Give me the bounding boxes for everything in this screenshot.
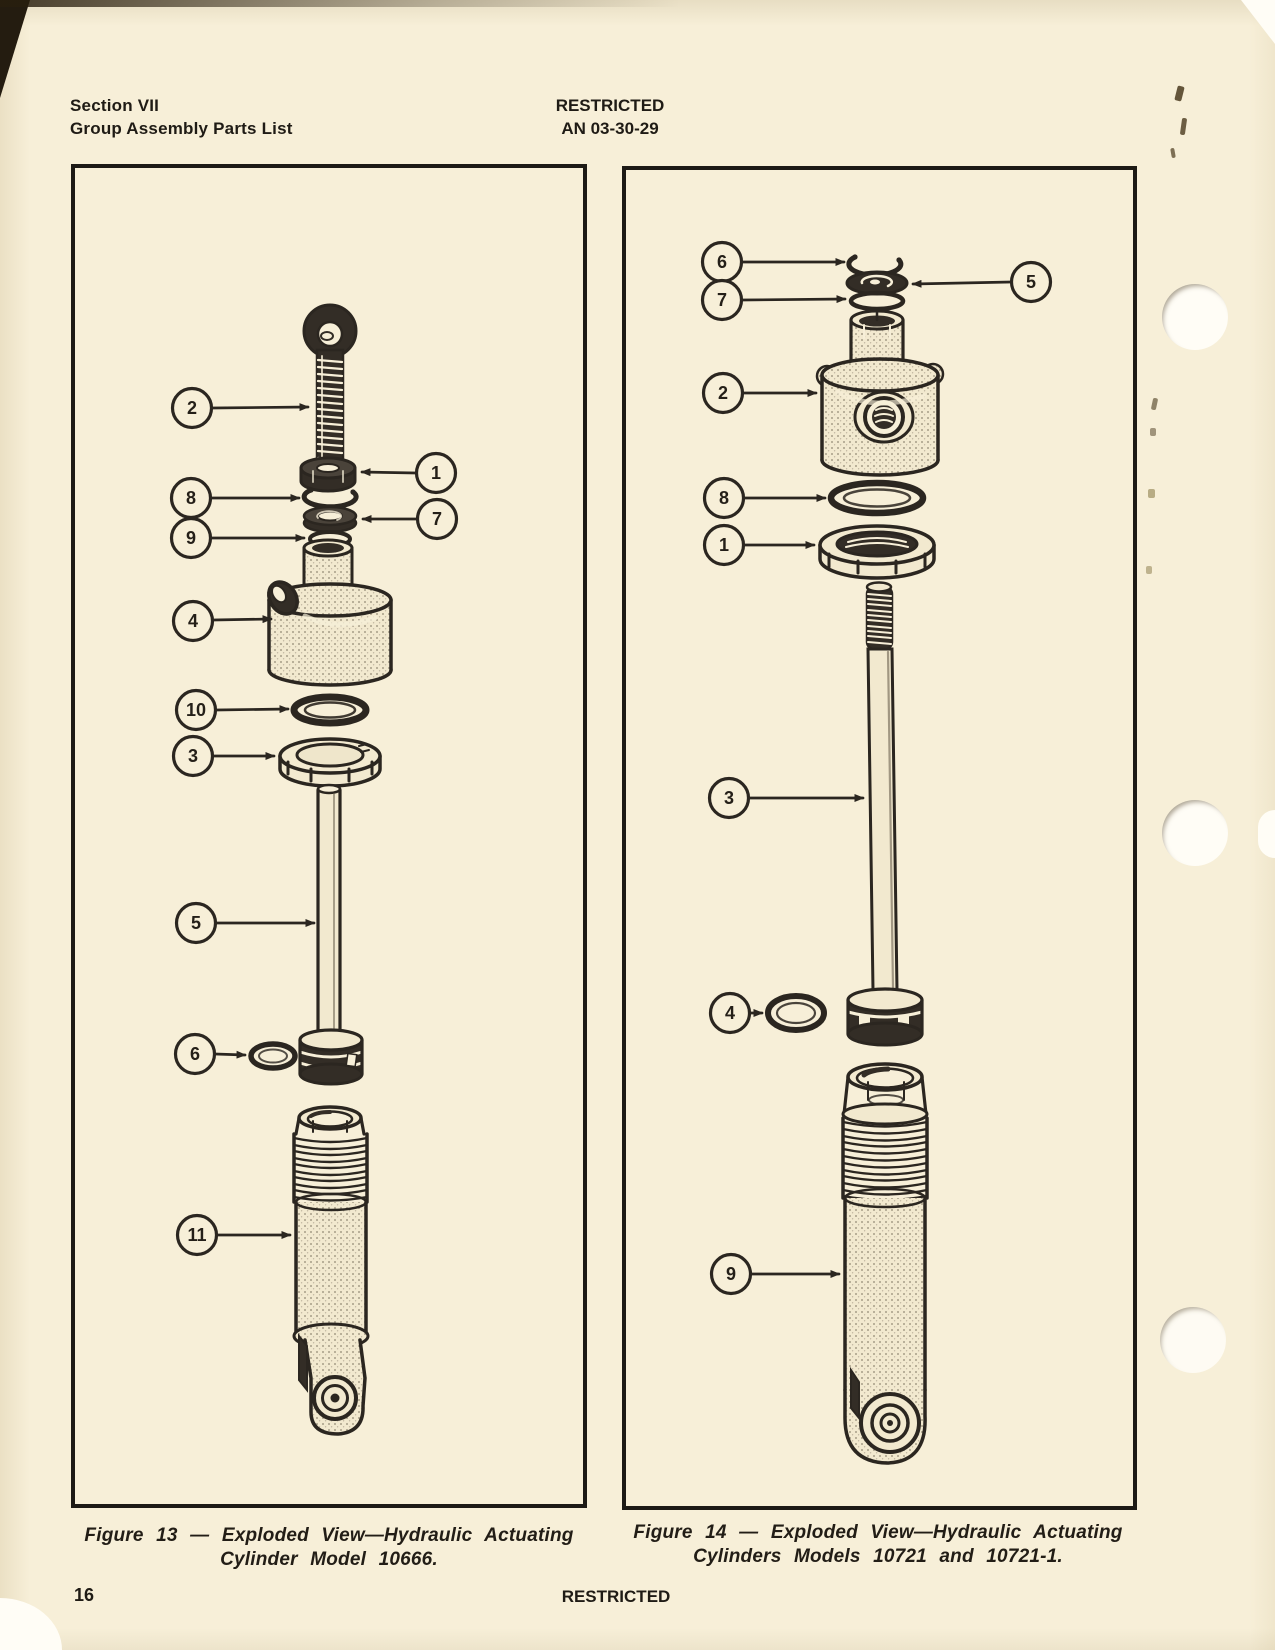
callout-5 [177,904,315,943]
page-corner-top-right [1241,0,1275,44]
svg-text:6: 6 [189,1044,201,1064]
svg-text:7: 7 [431,509,443,529]
figure-13-caption-line1: Figure 13 — Exploded View—Hydraulic Actuating [84,1525,574,1546]
part-o-ring-small [251,1044,295,1068]
part-lock-nut [280,739,380,786]
figure-14-frame [622,166,1137,1510]
page-corner-bottom-left [0,1598,62,1650]
classification-header: RESTRICTED [555,96,665,115]
svg-text:8: 8 [185,488,197,508]
callout-1 [705,526,815,565]
callout-6 [176,1035,246,1074]
svg-text:10: 10 [185,700,207,720]
callout-5 [913,263,1051,302]
part-piston-rod [848,583,922,1046]
punch-hole-bottom [1160,1307,1226,1373]
part-cylinder-body [843,1064,927,1463]
ink-mark [1150,428,1156,436]
section-subtitle: Group Assembly Parts List [70,119,293,138]
callout-8 [705,479,826,518]
part-o-ring-large [294,697,366,723]
callout-10 [177,691,289,730]
header-left [70,94,293,140]
svg-text:9: 9 [725,1264,737,1284]
ink-mark [1146,566,1152,574]
page-number: 16 [74,1585,95,1605]
svg-text:1: 1 [430,463,442,483]
svg-text:2: 2 [717,383,729,403]
figure-13-caption-line2: Cylinder Model 10666. [220,1549,438,1570]
figure-13-caption [79,1524,579,1572]
figure-14-drawing [626,170,1133,1506]
section-title: Section VII [70,96,160,115]
svg-text:7: 7 [716,290,728,310]
callout-6 [703,243,845,282]
svg-text:3: 3 [187,746,199,766]
ink-mark [1148,489,1155,498]
part-o-ring [831,483,923,513]
part-cylinder-head [817,311,943,475]
callout-8 [172,479,300,518]
callout-7 [703,281,846,320]
callout-3 [174,737,275,776]
callout-3 [710,779,864,818]
part-eye-bolt [304,305,356,474]
header-center [480,94,740,140]
part-piston-rod [300,785,362,1084]
ink-mark [1151,398,1158,411]
svg-text:5: 5 [1025,272,1037,292]
svg-text:5: 5 [190,913,202,933]
figure-13-frame [71,164,587,1508]
ink-mark [1174,85,1184,101]
figure-13-drawing [75,168,583,1504]
figure-14-caption-line2: Cylinders Models 10721 and 10721-1. [693,1546,1063,1567]
svg-text:4: 4 [187,611,199,631]
page-edge-hole [1258,810,1275,858]
punch-hole-middle [1162,800,1228,866]
svg-text:8: 8 [718,488,730,508]
callout-7 [363,500,457,539]
svg-text:9: 9 [185,528,197,548]
punch-hole-top [1162,284,1228,350]
callout-11 [178,1216,291,1255]
svg-text:3: 3 [723,788,735,808]
ink-mark [1180,118,1187,136]
figure-14-caption [628,1521,1128,1569]
classification-footer: RESTRICTED [561,1587,671,1606]
part-cylinder-body [294,1107,368,1434]
svg-text:11: 11 [187,1225,207,1245]
figure-14-caption-line1: Figure 14 — Exploded View—Hydraulic Actuating [633,1522,1123,1543]
scan-edge-shadow [0,0,680,7]
part-lock-nut [820,526,934,578]
callout-2 [173,389,309,428]
callout-4 [174,602,272,641]
svg-text:1: 1 [718,535,730,555]
part-packing-washer [304,507,356,532]
callout-4 [711,994,763,1033]
document-number: AN 03-30-29 [561,119,659,138]
scan-corner-shadow [0,0,30,98]
svg-text:2: 2 [186,398,198,418]
svg-text:4: 4 [724,1003,736,1023]
callout-9 [712,1255,840,1294]
part-o-ring-small [768,996,824,1030]
part-cylinder-head [263,540,391,685]
part-gland-washer [847,272,907,294]
callout-2 [704,374,817,413]
ink-mark [1170,148,1176,159]
part-nut [301,458,355,491]
callout-9 [172,519,305,558]
callout-1 [362,454,456,493]
svg-text:6: 6 [716,252,728,272]
